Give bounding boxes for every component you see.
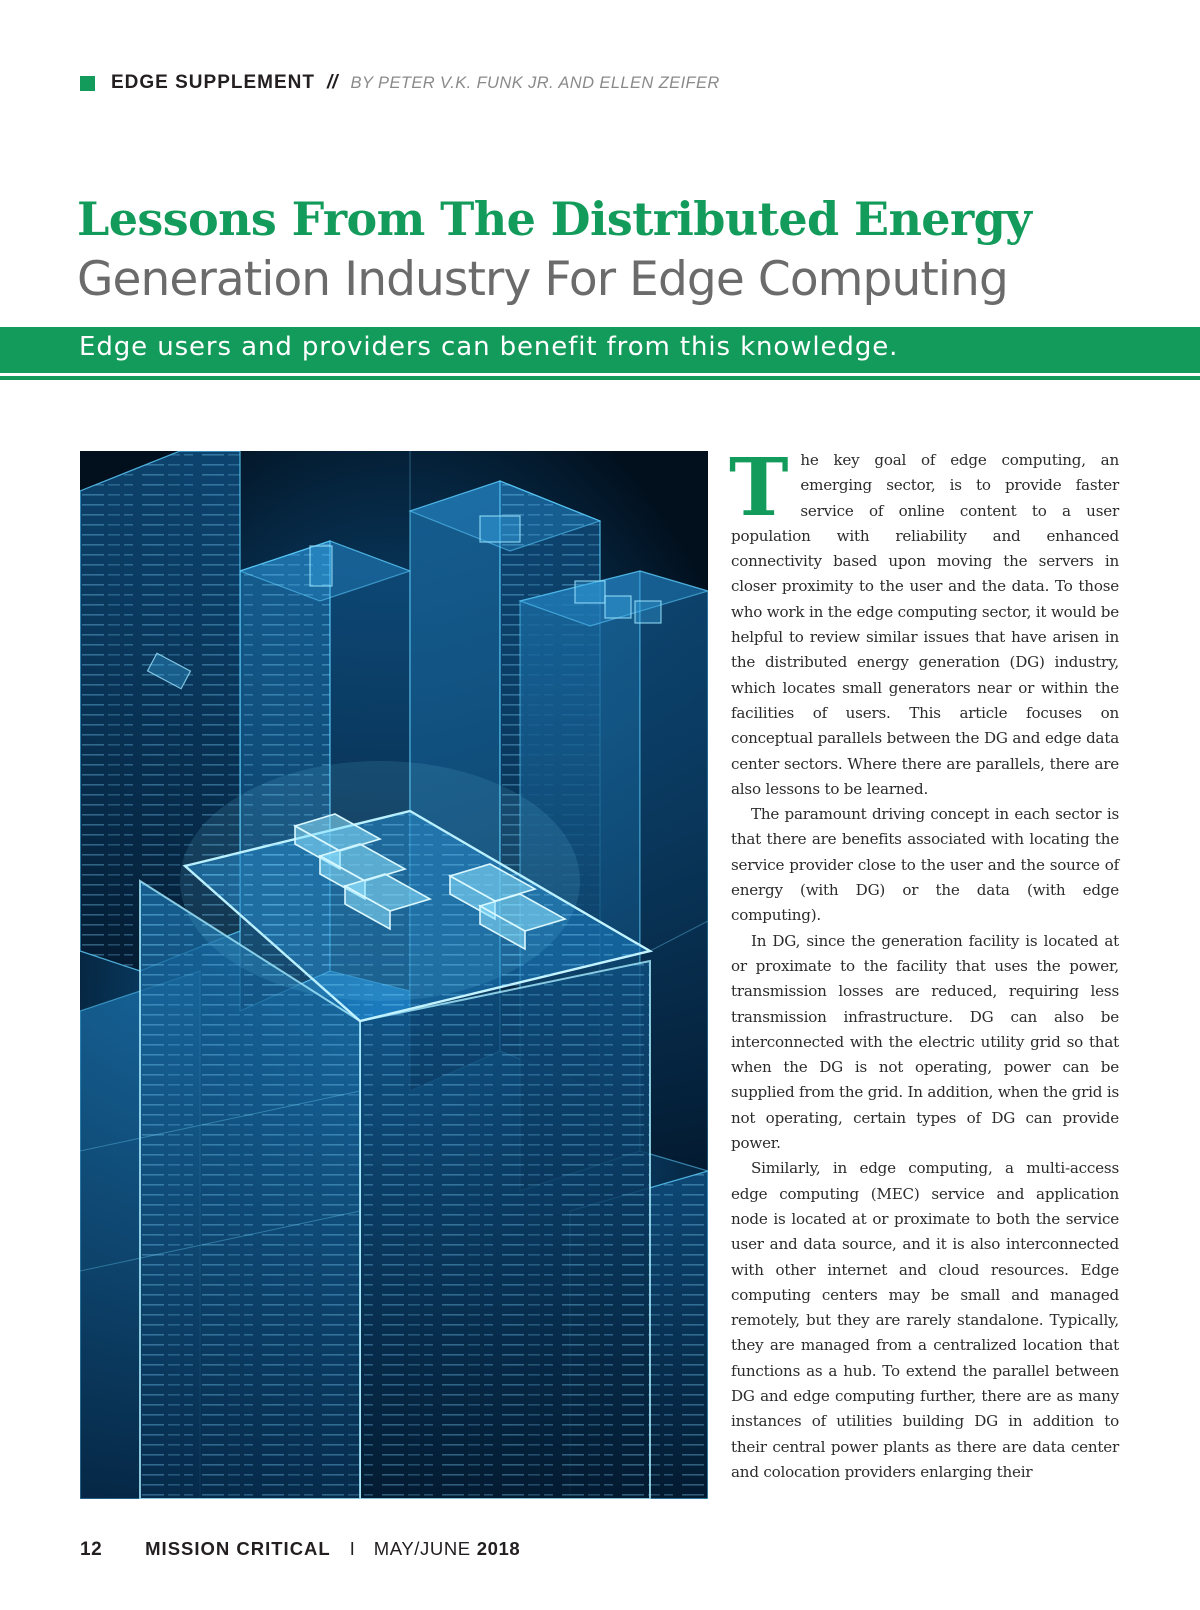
kicker-separator: // — [326, 72, 338, 93]
drop-cap: T — [729, 440, 789, 534]
page-number: 12 — [80, 1539, 103, 1560]
kicker-square-icon — [80, 76, 95, 91]
byline: BY PETER V.K. FUNK JR. AND ELLEN ZEIFER — [350, 73, 720, 92]
issue-year: 2018 — [476, 1538, 521, 1559]
section-label: EDGE SUPPLEMENT — [111, 72, 315, 93]
footer-divider: I — [349, 1539, 355, 1559]
issue-date: MAY/JUNE — [373, 1538, 471, 1559]
publication-name: MISSION CRITICAL — [145, 1538, 331, 1559]
article-paragraph: Similarly, in edge computing, a multi-access edge computing (MEC) service and application node is located at or proximate to both the service user and data source, and it is also interconnected with other internet and cloud resources. Edge computing centers may be small and managed remotely, but they are rarely standalone. Typically, they are managed from a centralized location that functions as a hub. To extend the parallel between DG and edge computing further, there are as many instances of utilities building DG in addition to their central power plants as there are data center and colocation providers enlarging their — [731, 1159, 1119, 1481]
deck-banner — [0, 327, 1200, 373]
kicker — [80, 72, 720, 94]
deck-rule — [0, 376, 1200, 380]
deck-text: Edge users and providers can benefit from this knowledge. — [79, 332, 899, 362]
headline-line-1: Lessons From The Distributed Energy — [77, 192, 1032, 246]
article-paragraph: The paramount driving concept in each sector is that there are benefits associated with locating the service provider close to the user and the source of energy (with DG) or the data (with edge computing). — [731, 805, 1119, 925]
article-paragraph: he key goal of edge computing, an emerging sector, is to provide faster service of online content to a user population with reliability and enhanced connectivity based upon moving the servers in closer proximity to the user and the data. To those who work in the edge computing sector, it would be helpful to review similar issues that have arisen in the distributed energy generation (DG) industry, which locates small generators near or within the facilities of users. This article focuses on conceptual parallels between the DG and edge data center sectors. Where there are parallels, there are also lessons to be learned. — [731, 451, 1119, 798]
article-paragraph: In DG, since the generation facility is located at or proximate to the facility that uses the power, transmission losses are reduced, requiring less transmission infrastructure. DG can also be interconnected with the electric utility grid so that when the DG is not operating, power can be supplied from the grid. In addition, when the grid is not operating, certain types of DG can provide power. — [731, 931, 1119, 1153]
server-cubes-illustration — [80, 451, 708, 1499]
page-footer — [80, 1538, 520, 1561]
headline-line-2: Generation Industry For Edge Computing — [77, 252, 1008, 307]
article-body — [729, 440, 1119, 1485]
